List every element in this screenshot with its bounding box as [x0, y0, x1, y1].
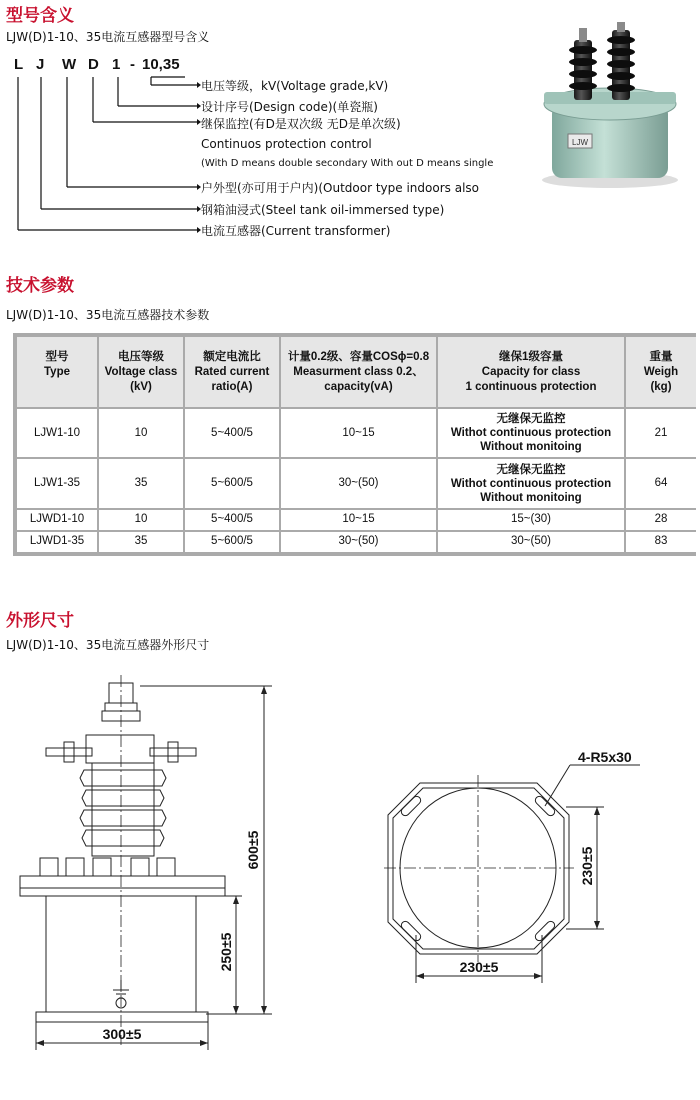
cell-ratio: 5~600/5: [185, 532, 279, 552]
table-row: [17, 409, 696, 457]
plan-width-label: 230±5: [459, 959, 499, 975]
label-outdoor-type: 户外型(亦可用于户内)(Outdoor type indoors also: [201, 181, 479, 195]
label-protection-note: (With D means double secondary With out D means single: [201, 158, 494, 169]
label-protection-en: Continuos protection control: [201, 137, 372, 151]
height-total-label: 600±5: [245, 830, 261, 870]
dimensions-title: 外形尺寸: [6, 611, 74, 631]
slot-label: 4-R5x30: [578, 749, 632, 765]
label-voltage-grade: 电压等级，kV(Voltage grade,kV): [201, 79, 389, 93]
side-view-drawing: [20, 675, 225, 1045]
cell-protection: 无继保无监控 Withot continuous protection Without monitoing: [438, 409, 624, 457]
cell-ratio: 5~400/5: [185, 409, 279, 457]
plan-view-drawing: [384, 765, 640, 962]
dimension-lines-plan: [416, 807, 604, 983]
tech-params-table: [13, 333, 696, 556]
header-weight: 重量 Weigh (kg): [626, 337, 696, 407]
label-current-transformer: 电流互感器(Current transformer): [201, 224, 391, 238]
dimension-drawing: [0, 655, 700, 1100]
cell-type: LJWD1-35: [17, 532, 97, 552]
cell-type: LJW1-10: [17, 409, 97, 457]
cell-voltage: 10: [99, 510, 183, 530]
plan-side-label: 230±5: [579, 846, 595, 886]
cell-type: LJW1-35: [17, 459, 97, 507]
cell-protection: 15~(30): [438, 510, 624, 530]
cell-voltage: 35: [99, 459, 183, 507]
label-protection-cn: 继保监控(有D是双次级 无D是单次级): [201, 117, 401, 131]
cell-weight: 21: [626, 409, 696, 457]
table-row: [17, 510, 696, 530]
tech-params-title: 技术参数: [6, 276, 74, 296]
cell-measurement: 10~15: [281, 409, 436, 457]
code-letter-d: D: [88, 56, 99, 73]
code-digit-1: 1: [112, 56, 121, 73]
model-meaning-subtitle: LJW(D)1-10、35电流互感器型号含义: [6, 30, 210, 44]
current-transformer-photo: [530, 22, 690, 192]
cell-ratio: 5~400/5: [185, 510, 279, 530]
header-type: 型号 Type: [17, 337, 97, 407]
dimensions-subtitle: LJW(D)1-10、35电流互感器外形尺寸: [6, 638, 210, 652]
width-base-label: 300±5: [102, 1026, 142, 1042]
cell-type: LJWD1-10: [17, 510, 97, 530]
height-base-label: 250±5: [218, 932, 234, 972]
cell-weight: 64: [626, 459, 696, 507]
table-row: [17, 532, 696, 552]
header-ratio: 额定电流比 Rated current ratio(A): [185, 337, 279, 407]
header-measurement: 计量0.2级、容量COSϕ=0.8 Measurment class 0.2、 capacity(vA): [281, 337, 436, 407]
code-dash: -: [130, 56, 135, 73]
code-letter-j: J: [36, 56, 45, 73]
cell-measurement: 30~(50): [281, 459, 436, 507]
header-voltage: 电压等级 Voltage class (kV): [99, 337, 183, 407]
cell-voltage: 35: [99, 532, 183, 552]
cell-weight: 83: [626, 532, 696, 552]
code-voltage: 10,35: [142, 56, 180, 73]
cell-measurement: 30~(50): [281, 532, 436, 552]
tech-params-subtitle: LJW(D)1-10、35电流互感器技术参数: [6, 308, 210, 322]
cell-ratio: 5~600/5: [185, 459, 279, 507]
table-header-row: [17, 337, 696, 407]
header-protection: 继保1级容量 Capacity for class 1 continuous protection: [438, 337, 624, 407]
cell-voltage: 10: [99, 409, 183, 457]
cell-measurement: 10~15: [281, 510, 436, 530]
nameplate-text: LJW: [572, 138, 588, 147]
cell-protection: 无继保无监控 Withot continuous protection Without monitoing: [438, 459, 624, 507]
label-steel-tank: 钢箱油浸式(Steel tank oil-immersed type): [201, 203, 445, 217]
label-design-code: 设计序号(Design code)(单瓷瓶): [201, 100, 378, 114]
table-row: [17, 459, 696, 507]
cell-protection: 30~(50): [438, 532, 624, 552]
code-letter-l: L: [14, 56, 24, 73]
model-meaning-title: 型号含义: [6, 6, 74, 26]
code-letter-w: W: [62, 56, 77, 73]
cell-weight: 28: [626, 510, 696, 530]
